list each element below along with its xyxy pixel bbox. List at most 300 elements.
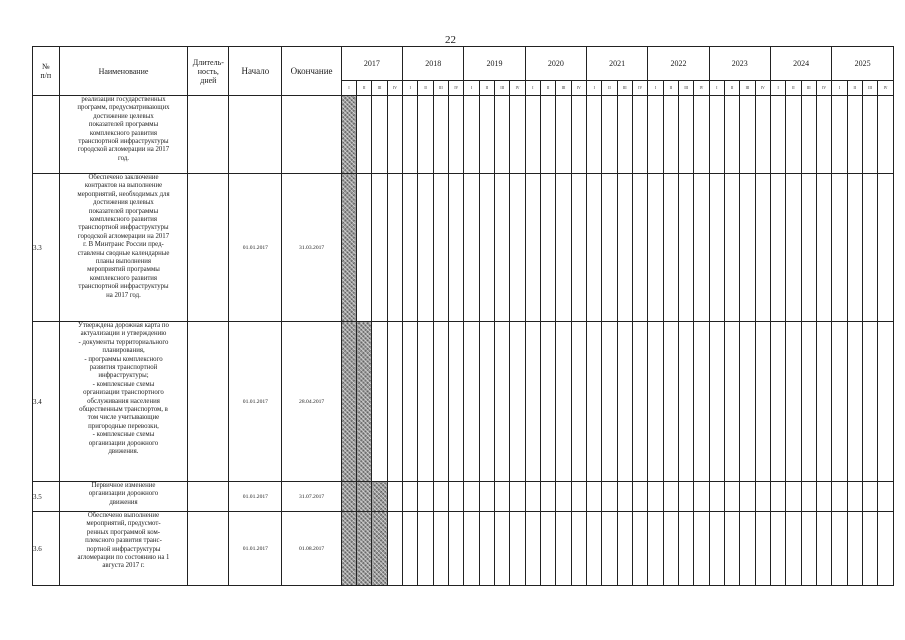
gantt-empty-cell xyxy=(862,322,877,482)
gantt-empty-cell xyxy=(403,322,418,482)
gantt-empty-cell xyxy=(602,512,617,586)
row-end-date: 01.08.2017 xyxy=(282,512,341,586)
gantt-empty-cell xyxy=(556,96,571,174)
row-name-line: год. xyxy=(118,154,129,162)
gantt-empty-cell xyxy=(587,512,602,586)
gantt-schedule-table xyxy=(32,46,894,586)
gantt-empty-cell xyxy=(387,96,402,174)
gantt-empty-cell xyxy=(709,512,724,586)
gantt-empty-cell xyxy=(724,482,739,512)
quarter-header: III xyxy=(495,81,510,96)
gantt-empty-cell xyxy=(862,174,877,322)
row-name-line: планирования, xyxy=(102,347,145,355)
gantt-empty-cell xyxy=(479,482,494,512)
quarter-header: III xyxy=(740,81,755,96)
gantt-empty-cell xyxy=(479,512,494,586)
gantt-empty-cell xyxy=(724,96,739,174)
gantt-empty-cell xyxy=(801,174,816,322)
year-header: 2024 xyxy=(770,47,831,81)
gantt-empty-cell xyxy=(587,322,602,482)
gantt-empty-cell xyxy=(740,482,755,512)
row-duration xyxy=(188,482,229,512)
gantt-empty-cell xyxy=(740,174,755,322)
schedule-row xyxy=(33,174,894,322)
gantt-empty-cell xyxy=(357,174,372,322)
gantt-bar-cell xyxy=(341,96,356,174)
gantt-empty-cell xyxy=(832,482,847,512)
gantt-empty-cell xyxy=(832,512,847,586)
schedule-row xyxy=(33,482,894,512)
row-name-line: транспортной инфраструктуры xyxy=(78,224,169,232)
row-name-line: обслуживания населения xyxy=(87,397,160,405)
gantt-empty-cell xyxy=(449,512,464,586)
gantt-empty-cell xyxy=(479,322,494,482)
gantt-empty-cell xyxy=(878,512,894,586)
gantt-bar-cell xyxy=(372,482,387,512)
row-name-line: комплексного развития xyxy=(89,216,158,224)
gantt-empty-cell xyxy=(862,96,877,174)
gantt-empty-cell xyxy=(418,482,433,512)
gantt-empty-cell xyxy=(510,512,525,586)
quarter-header: IV xyxy=(878,81,894,96)
row-name-line: программ, предусматривающих xyxy=(77,104,170,112)
row-name-line: - программы комплексного xyxy=(84,355,163,363)
gantt-empty-cell xyxy=(694,322,709,482)
gantt-empty-cell xyxy=(464,174,479,322)
gantt-empty-cell xyxy=(694,96,709,174)
header-start-label: Начало xyxy=(241,65,270,76)
row-name-line: на 2017 год. xyxy=(106,291,141,299)
row-name-line: развития транспортной xyxy=(89,364,158,372)
year-header: 2022 xyxy=(648,47,709,81)
row-name-line: городской агломерации на 2017 xyxy=(77,146,170,154)
row-name-line: августа 2017 г. xyxy=(102,562,145,570)
gantt-empty-cell xyxy=(770,512,785,586)
gantt-empty-cell xyxy=(387,322,402,482)
quarter-header: I xyxy=(341,81,356,96)
gantt-empty-cell xyxy=(663,322,678,482)
row-name-line: ренных программой ком- xyxy=(86,528,161,536)
quarter-header: I xyxy=(587,81,602,96)
row-number xyxy=(33,96,60,174)
gantt-empty-cell xyxy=(464,512,479,586)
header-num-label: № п/п xyxy=(40,62,52,80)
quarter-header: IV xyxy=(633,81,648,96)
gantt-empty-cell xyxy=(816,174,831,322)
quarter-header: I xyxy=(832,81,847,96)
quarter-header: I xyxy=(525,81,540,96)
row-name-line: контрактов на выполнение xyxy=(84,182,163,190)
header-end-label: Окончание xyxy=(290,65,333,76)
gantt-empty-cell xyxy=(786,174,801,322)
header-year-row xyxy=(33,47,894,81)
quarter-header: III xyxy=(617,81,632,96)
row-start-date: 01.01.2017 xyxy=(229,174,282,322)
row-name-line: агломерации по состоянию на 1 xyxy=(77,554,170,562)
row-duration xyxy=(188,322,229,482)
gantt-empty-cell xyxy=(755,96,770,174)
gantt-empty-cell xyxy=(403,96,418,174)
row-name-line: инфраструктуры; xyxy=(98,372,149,380)
gantt-empty-cell xyxy=(755,482,770,512)
gantt-empty-cell xyxy=(770,96,785,174)
row-name xyxy=(59,482,188,512)
gantt-empty-cell xyxy=(816,482,831,512)
row-name-line: - комплексные схемы xyxy=(92,431,155,439)
quarter-header: III xyxy=(433,81,448,96)
gantt-empty-cell xyxy=(786,482,801,512)
gantt-empty-cell xyxy=(571,482,586,512)
gantt-empty-cell xyxy=(832,174,847,322)
row-name-line: общественным транспортом, в xyxy=(79,406,168,414)
quarter-header: III xyxy=(678,81,693,96)
gantt-empty-cell xyxy=(541,512,556,586)
gantt-empty-cell xyxy=(433,174,448,322)
gantt-empty-cell xyxy=(418,322,433,482)
gantt-empty-cell xyxy=(740,322,755,482)
row-duration xyxy=(188,174,229,322)
gantt-empty-cell xyxy=(678,322,693,482)
gantt-empty-cell xyxy=(678,482,693,512)
gantt-empty-cell xyxy=(541,482,556,512)
gantt-empty-cell xyxy=(694,512,709,586)
row-name-line: достижение целевых xyxy=(93,112,154,120)
gantt-empty-cell xyxy=(633,512,648,586)
gantt-empty-cell xyxy=(495,322,510,482)
row-name-line: движения xyxy=(109,498,138,506)
header-num xyxy=(33,47,60,96)
gantt-empty-cell xyxy=(617,322,632,482)
quarter-header: III xyxy=(556,81,571,96)
row-name-line: г. В Минтранс России пред- xyxy=(83,241,164,249)
row-name-line: пригородные перевозки, xyxy=(88,422,159,430)
row-name-line: организации дорожного xyxy=(88,490,159,498)
gantt-empty-cell xyxy=(724,322,739,482)
gantt-bar-cell xyxy=(341,174,356,322)
gantt-empty-cell xyxy=(602,482,617,512)
quarter-header: II xyxy=(418,81,433,96)
gantt-empty-cell xyxy=(357,96,372,174)
gantt-empty-cell xyxy=(786,512,801,586)
row-name xyxy=(59,96,188,174)
row-name-line: том числе учитывающие xyxy=(87,414,160,422)
gantt-empty-cell xyxy=(878,322,894,482)
row-name xyxy=(59,512,188,586)
gantt-bar-cell xyxy=(357,322,372,482)
header-duration xyxy=(188,47,229,96)
gantt-empty-cell xyxy=(387,512,402,586)
gantt-empty-cell xyxy=(556,512,571,586)
year-header: 2018 xyxy=(403,47,464,81)
row-start-date: 01.01.2017 xyxy=(229,482,282,512)
quarter-header: I xyxy=(464,81,479,96)
page-number: 22 xyxy=(445,34,456,46)
gantt-empty-cell xyxy=(648,174,663,322)
gantt-empty-cell xyxy=(525,174,540,322)
schedule-body xyxy=(33,96,894,586)
gantt-empty-cell xyxy=(663,482,678,512)
gantt-empty-cell xyxy=(770,322,785,482)
gantt-empty-cell xyxy=(847,482,862,512)
row-end-date: 28.04.2017 xyxy=(282,322,341,482)
gantt-empty-cell xyxy=(709,174,724,322)
gantt-bar-cell xyxy=(341,512,356,586)
row-name-line: - документы территориального xyxy=(78,338,169,346)
quarter-header: IV xyxy=(510,81,525,96)
gantt-empty-cell xyxy=(678,174,693,322)
schedule-row xyxy=(33,512,894,586)
row-name-line: мероприятий программы xyxy=(87,266,160,274)
row-name xyxy=(59,322,188,482)
gantt-empty-cell xyxy=(510,96,525,174)
gantt-empty-cell xyxy=(571,322,586,482)
year-header: 2019 xyxy=(464,47,525,81)
gantt-empty-cell xyxy=(403,174,418,322)
gantt-bar-cell xyxy=(357,482,372,512)
gantt-empty-cell xyxy=(495,512,510,586)
gantt-empty-cell xyxy=(525,482,540,512)
gantt-empty-cell xyxy=(525,322,540,482)
gantt-empty-cell xyxy=(510,174,525,322)
row-name-line: организации транспортного xyxy=(83,389,164,397)
gantt-empty-cell xyxy=(770,174,785,322)
gantt-empty-cell xyxy=(678,96,693,174)
gantt-empty-cell xyxy=(541,322,556,482)
row-name-line: Утверждена дорожная карта по xyxy=(78,322,169,329)
gantt-empty-cell xyxy=(633,96,648,174)
gantt-empty-cell xyxy=(740,512,755,586)
gantt-empty-cell xyxy=(372,96,387,174)
quarter-header: IV xyxy=(387,81,402,96)
row-end-date: 31.07.2017 xyxy=(282,482,341,512)
gantt-empty-cell xyxy=(510,322,525,482)
row-name-line: показателей программы xyxy=(88,207,159,215)
gantt-empty-cell xyxy=(403,482,418,512)
quarter-header: II xyxy=(847,81,862,96)
quarter-header: IV xyxy=(816,81,831,96)
header-start xyxy=(229,47,282,96)
quarter-header: I xyxy=(403,81,418,96)
row-number: 3.6 xyxy=(33,512,60,586)
gantt-empty-cell xyxy=(433,512,448,586)
row-name-line: достижения целевых xyxy=(93,199,154,207)
row-name-line: плексного развития транс- xyxy=(85,537,162,545)
row-start-date: 01.01.2017 xyxy=(229,322,282,482)
gantt-empty-cell xyxy=(633,482,648,512)
gantt-empty-cell xyxy=(602,322,617,482)
gantt-empty-cell xyxy=(617,512,632,586)
gantt-empty-cell xyxy=(694,482,709,512)
gantt-bar-cell xyxy=(372,512,387,586)
gantt-empty-cell xyxy=(556,174,571,322)
row-name-line: организации дорожного xyxy=(88,439,159,447)
gantt-empty-cell xyxy=(816,96,831,174)
gantt-empty-cell xyxy=(372,174,387,322)
gantt-empty-cell xyxy=(770,482,785,512)
gantt-empty-cell xyxy=(862,512,877,586)
gantt-empty-cell xyxy=(755,322,770,482)
gantt-empty-cell xyxy=(847,512,862,586)
gantt-empty-cell xyxy=(847,322,862,482)
gantt-empty-cell xyxy=(878,482,894,512)
gantt-empty-cell xyxy=(449,482,464,512)
gantt-empty-cell xyxy=(648,96,663,174)
quarter-header: III xyxy=(862,81,877,96)
gantt-bar-cell xyxy=(341,482,356,512)
gantt-empty-cell xyxy=(740,96,755,174)
gantt-empty-cell xyxy=(433,482,448,512)
gantt-empty-cell xyxy=(495,96,510,174)
schedule-row xyxy=(33,322,894,482)
row-name-line: планы выполнения xyxy=(95,258,152,266)
quarter-header: IV xyxy=(755,81,770,96)
gantt-empty-cell xyxy=(433,96,448,174)
gantt-empty-cell xyxy=(602,96,617,174)
row-name-line: портной инфраструктуры xyxy=(86,545,161,553)
gantt-empty-cell xyxy=(755,512,770,586)
gantt-empty-cell xyxy=(786,322,801,482)
quarter-header: II xyxy=(541,81,556,96)
gantt-empty-cell xyxy=(617,482,632,512)
quarter-header: IV xyxy=(694,81,709,96)
year-header: 2025 xyxy=(832,47,894,81)
gantt-empty-cell xyxy=(556,322,571,482)
schedule-row xyxy=(33,96,894,174)
row-name-line: - комплексные схемы xyxy=(92,380,155,388)
row-name-line: мероприятий, предусмот- xyxy=(86,520,161,528)
gantt-empty-cell xyxy=(663,512,678,586)
header-name-label: Наименование xyxy=(98,66,149,76)
gantt-empty-cell xyxy=(648,322,663,482)
gantt-empty-cell xyxy=(464,96,479,174)
gantt-empty-cell xyxy=(495,174,510,322)
year-header: 2023 xyxy=(709,47,770,81)
quarter-header: III xyxy=(801,81,816,96)
row-name-line: комплексного развития xyxy=(89,129,158,137)
header-duration-label: Длитель- ность, дней xyxy=(192,57,224,85)
gantt-empty-cell xyxy=(449,174,464,322)
gantt-empty-cell xyxy=(786,96,801,174)
gantt-empty-cell xyxy=(862,482,877,512)
year-header: 2017 xyxy=(341,47,402,81)
gantt-empty-cell xyxy=(479,96,494,174)
gantt-empty-cell xyxy=(847,96,862,174)
row-name-line: комплексного развития xyxy=(89,274,158,282)
gantt-empty-cell xyxy=(709,96,724,174)
row-name-line: транспортной инфраструктуры xyxy=(78,283,169,291)
gantt-empty-cell xyxy=(633,174,648,322)
row-name-line: городской агломерации на 2017 xyxy=(77,232,170,240)
gantt-empty-cell xyxy=(709,482,724,512)
row-name-line: Обеспечено заключение xyxy=(88,174,159,181)
gantt-empty-cell xyxy=(801,322,816,482)
quarter-header: II xyxy=(663,81,678,96)
quarter-header: II xyxy=(724,81,739,96)
row-name-line: мероприятий, необходимых для xyxy=(77,190,170,198)
gantt-empty-cell xyxy=(571,174,586,322)
quarter-header: II xyxy=(357,81,372,96)
row-name-line: реализации государственных xyxy=(81,96,166,103)
quarter-header: II xyxy=(602,81,617,96)
quarter-header: IV xyxy=(571,81,586,96)
gantt-empty-cell xyxy=(724,174,739,322)
row-name-line: показателей программы xyxy=(88,121,159,129)
quarter-header: III xyxy=(372,81,387,96)
header-end xyxy=(282,47,341,96)
gantt-empty-cell xyxy=(801,482,816,512)
year-header: 2021 xyxy=(587,47,648,81)
gantt-empty-cell xyxy=(602,174,617,322)
gantt-empty-cell xyxy=(663,174,678,322)
gantt-empty-cell xyxy=(816,322,831,482)
gantt-empty-cell xyxy=(755,174,770,322)
gantt-empty-cell xyxy=(648,512,663,586)
gantt-empty-cell xyxy=(648,482,663,512)
header-name xyxy=(59,47,188,96)
gantt-empty-cell xyxy=(556,482,571,512)
gantt-empty-cell xyxy=(801,512,816,586)
gantt-empty-cell xyxy=(587,174,602,322)
gantt-empty-cell xyxy=(801,96,816,174)
gantt-empty-cell xyxy=(633,322,648,482)
gantt-empty-cell xyxy=(587,482,602,512)
gantt-empty-cell xyxy=(525,512,540,586)
quarter-header: I xyxy=(709,81,724,96)
gantt-empty-cell xyxy=(571,96,586,174)
gantt-empty-cell xyxy=(403,512,418,586)
gantt-empty-cell xyxy=(678,512,693,586)
gantt-empty-cell xyxy=(525,96,540,174)
gantt-empty-cell xyxy=(510,482,525,512)
row-duration xyxy=(188,512,229,586)
gantt-empty-cell xyxy=(587,96,602,174)
gantt-empty-cell xyxy=(479,174,494,322)
gantt-empty-cell xyxy=(832,96,847,174)
gantt-empty-cell xyxy=(724,512,739,586)
gantt-empty-cell xyxy=(418,174,433,322)
gantt-empty-cell xyxy=(816,512,831,586)
gantt-empty-cell xyxy=(387,482,402,512)
row-name-line: Первичное изменение xyxy=(91,482,156,489)
row-end-date: 31.03.2017 xyxy=(282,174,341,322)
gantt-empty-cell xyxy=(617,174,632,322)
row-name-line: движения. xyxy=(108,448,139,456)
gantt-empty-cell xyxy=(449,96,464,174)
gantt-empty-cell xyxy=(418,512,433,586)
row-start-date xyxy=(229,96,282,174)
gantt-empty-cell xyxy=(709,322,724,482)
row-number: 3.3 xyxy=(33,174,60,322)
gantt-empty-cell xyxy=(387,174,402,322)
gantt-empty-cell xyxy=(372,322,387,482)
gantt-empty-cell xyxy=(464,482,479,512)
gantt-empty-cell xyxy=(449,322,464,482)
gantt-empty-cell xyxy=(878,96,894,174)
gantt-empty-cell xyxy=(433,322,448,482)
year-header: 2020 xyxy=(525,47,586,81)
row-end-date xyxy=(282,96,341,174)
row-name-line: ставлены сводные календарные xyxy=(77,249,170,257)
gantt-bar-cell xyxy=(341,322,356,482)
quarter-header: II xyxy=(786,81,801,96)
row-start-date: 01.01.2017 xyxy=(229,512,282,586)
row-name-line: Обеспечено выполнение xyxy=(87,512,160,519)
row-name-line: актуализации и утверждению xyxy=(80,330,167,338)
row-name-line: транспортной инфраструктуры xyxy=(78,138,169,146)
gantt-empty-cell xyxy=(694,174,709,322)
gantt-empty-cell xyxy=(847,174,862,322)
quarter-header: I xyxy=(648,81,663,96)
